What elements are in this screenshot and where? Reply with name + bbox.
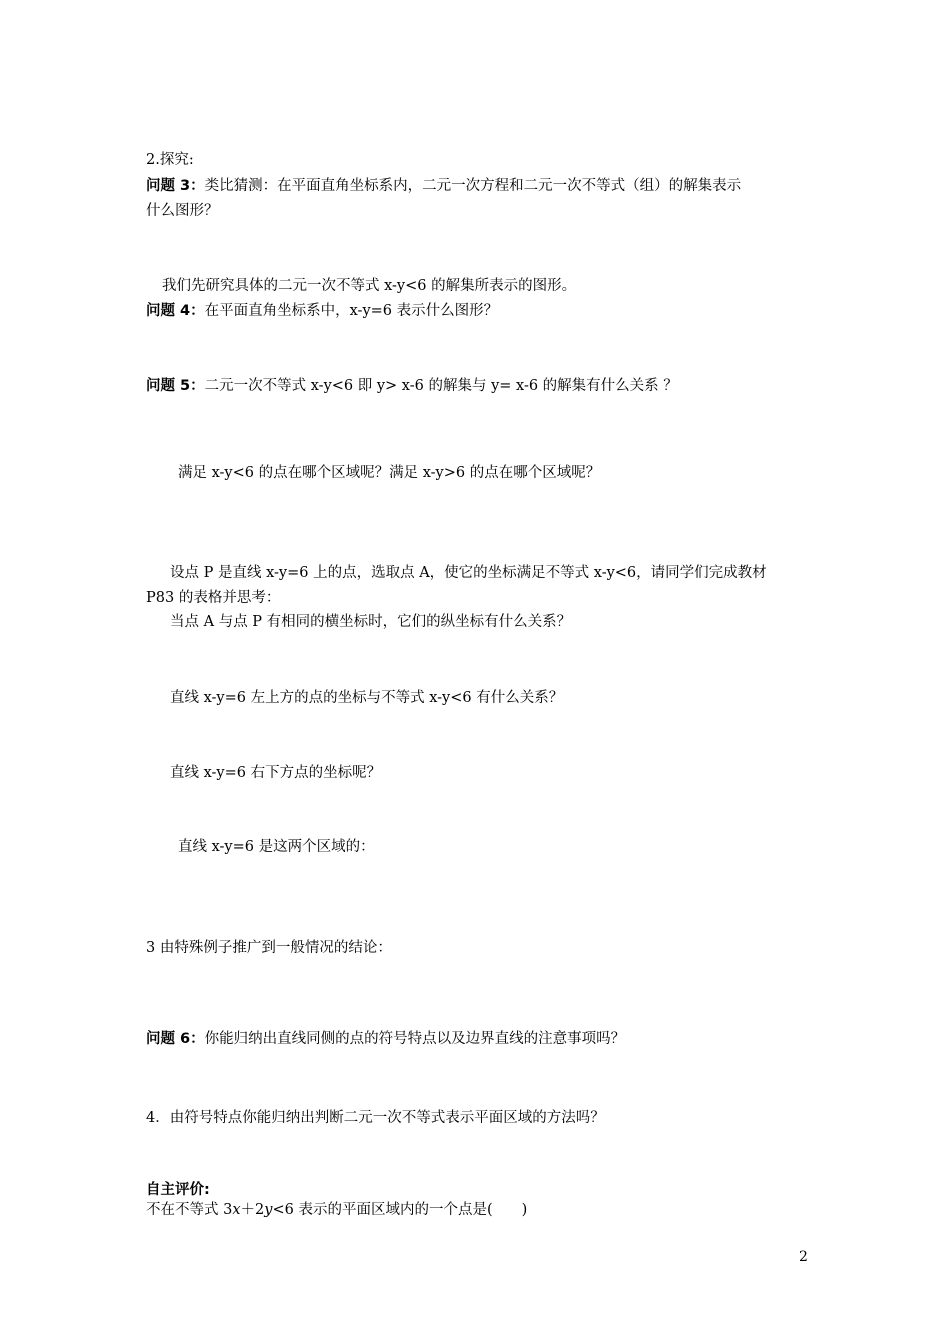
- intro-text: 我们先研究具体的二元一次不等式 x-y<6 的解集所表示的图形。: [162, 278, 577, 294]
- question-6: [146, 1029, 625, 1049]
- plus-two: ＋2: [240, 1202, 265, 1218]
- question-4-label: 问题 4：: [146, 303, 205, 319]
- region-question: 满足 x-y<6 的点在哪个区域呢？满足 x-y>6 的点在哪个区域呢？: [178, 465, 601, 481]
- question-4-text: 在平面直角坐标系中，x-y=6 表示什么图形？: [204, 303, 499, 319]
- question-5: [146, 376, 678, 396]
- question-5-label: 问题 5：: [146, 378, 205, 394]
- self-eval-prefix: 不在不等式 3: [146, 1202, 233, 1218]
- lower-right-question: 直线 x-y=6 右下方点的坐标呢？: [170, 765, 382, 781]
- section-general-heading: 3 由特殊例子推广到一般情况的结论：: [146, 940, 392, 956]
- section-method-heading: 4．由符号特点你能归纳出判断二元一次不等式表示平面区域的方法吗？: [146, 1110, 605, 1126]
- question-6-text: 你能归纳出直线同侧的点的符号特点以及边界直线的注意事项吗？: [204, 1031, 626, 1047]
- question-3-line-2: 什么图形？: [146, 203, 219, 219]
- setup-line-1: 设点 P 是直线 x-y=6 上的点，选取点 A，使它的坐标满足不等式 x-y<6，请同学们完成教材: [170, 565, 767, 581]
- self-eval-suffix: <6 表示的平面区域内的一个点是( ): [272, 1202, 528, 1218]
- variable-x: x: [232, 1202, 241, 1218]
- question-3-label: 问题 3：: [146, 178, 205, 194]
- section-explore-heading: 2.探究:: [146, 152, 194, 168]
- question-3-line-1: [146, 176, 741, 196]
- question-3-text: 类比猜测：在平面直角坐标系内，二元一次方程和二元一次不等式（组）的解集表示: [204, 178, 742, 194]
- same-abscissa-question: 当点 A 与点 P 有相同的横坐标时，它们的纵坐标有什么关系？: [170, 614, 572, 630]
- question-4: [146, 301, 498, 321]
- question-5-text: 二元一次不等式 x-y<6 即 y> x-6 的解集与 y= x-6 的解集有什么关系 ？: [204, 378, 678, 394]
- upper-left-question: 直线 x-y=6 左上方的点的坐标与不等式 x-y<6 有什么关系？: [170, 690, 564, 706]
- setup-line-2: P83 的表格并思考：: [146, 590, 281, 606]
- self-eval-question: [146, 1200, 527, 1220]
- boundary-statement: 直线 x-y=6 是这两个区域的：: [178, 839, 375, 855]
- variable-y: y: [264, 1202, 273, 1218]
- question-6-label: 问题 6：: [146, 1031, 205, 1047]
- self-eval-heading: 自主评价:: [146, 1182, 210, 1198]
- page-number: 2: [799, 1249, 808, 1265]
